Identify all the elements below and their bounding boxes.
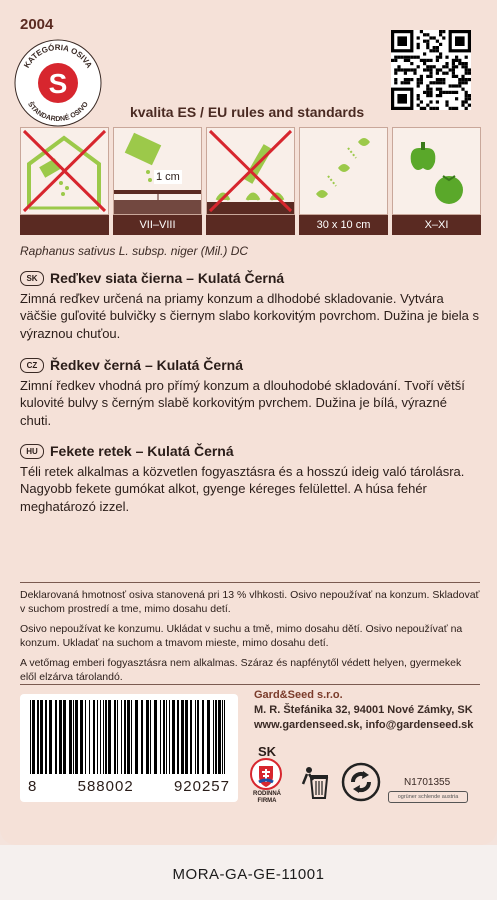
barcode-bar <box>37 700 39 774</box>
storage-notes <box>20 588 480 690</box>
barcode-bar <box>172 700 175 774</box>
recycling-icon <box>341 762 381 802</box>
barcode-digit-group: 920257 <box>173 778 230 795</box>
barcode-bar <box>154 700 157 774</box>
barcode-bar <box>55 700 57 774</box>
barcode-bar <box>181 700 184 774</box>
note-paragraph: Deklarovaná hmotnosť osiva stanovená pri 13 % vlhkosti. Osivo nepoužívať na konzum. Skladovať v suchom prostredí a tme, mimo dosahu detí. <box>20 589 480 615</box>
barcode-bar <box>114 700 116 774</box>
icon-label-4: 30 x 10 cm <box>299 215 388 235</box>
barcode-number <box>20 778 238 795</box>
seed-category-seal <box>13 38 103 128</box>
note-paragraph: A vetőmag emberi fogyasztásra nem alkalmas. Száraz és napfénytől védett helyen, gyermekek elől elzárva tárolandó. <box>20 657 462 683</box>
barcode-bar <box>30 700 31 774</box>
quality-standard: kvalita ES / EU rules and standards <box>130 104 365 120</box>
registration-number: N1701355 <box>404 777 451 788</box>
barcode-bar <box>224 700 225 774</box>
family-firm-caption: RODINNÁ FIRMA <box>253 791 281 804</box>
barcode-bar <box>59 700 62 774</box>
spacing-icon <box>299 127 388 215</box>
barcode-bar <box>135 700 138 774</box>
barcode-bar <box>80 700 83 774</box>
barcode-digit-group: 8 <box>28 778 38 795</box>
sowing-depth-label: 1 cm <box>156 171 180 183</box>
barcode-bar <box>105 700 107 774</box>
barcode-bar <box>166 700 167 774</box>
barcode-bar <box>127 700 130 774</box>
barcode-bar <box>177 700 179 774</box>
icon-label-3 <box>206 215 295 235</box>
language-badge: CZ <box>20 358 44 373</box>
barcode-bar <box>32 700 35 774</box>
barcode-bar <box>117 700 118 774</box>
barcode-bar <box>207 700 210 774</box>
barcode-bar <box>169 700 170 774</box>
sk-label: SK <box>258 744 277 759</box>
language-section-cz <box>20 357 480 429</box>
section-text: Zimní ředkev vhodná pro přímý konzum a dlouhodobé skladování. Tvoří větší kulovité bulvy s černým slabě korkovitým pvrchem. Dužina je bílá, výrazné chuti. <box>20 377 465 428</box>
barcode-bar <box>73 700 74 774</box>
language-section-hu <box>20 443 480 515</box>
divider <box>20 582 480 583</box>
barcode-bar <box>141 700 143 774</box>
barcode-bar <box>222 700 223 774</box>
barcode-digit-group: 588002 <box>77 778 134 795</box>
icon-label-1 <box>20 215 109 235</box>
language-section-sk <box>20 270 480 342</box>
barcode-bar <box>190 700 192 774</box>
barcode-bar <box>163 700 165 774</box>
cultivation-icons <box>20 127 480 237</box>
company-info <box>254 688 473 733</box>
barcode-bar <box>218 700 221 774</box>
batch-number: 2004 <box>20 16 54 33</box>
barcode-bar <box>93 700 95 774</box>
qr-code-icon[interactable] <box>391 30 471 110</box>
seal-top-text: KATEGÓRIA OSIVA <box>22 42 94 70</box>
not-recommended-cross-icon <box>206 127 295 215</box>
barcode-bar <box>100 700 101 774</box>
icon-label-2: VII–VIII <box>113 215 202 235</box>
section-text: Zimná reďkev určená na priamy konzum a dlhodobé skladovanie. Vytvára väčšie guľovité bulvičky s čiernym slabo korkovitým povrchom. Dužina je biela s výraznou chuťou. <box>20 290 479 341</box>
section-title: Fekete retek – Kulatá Černá <box>50 443 234 459</box>
language-badge: SK <box>20 271 44 286</box>
barcode-bar <box>45 700 47 774</box>
icon-label-5: X–XI <box>392 215 481 235</box>
product-code: MORA-GA-GE-11001 <box>172 866 325 883</box>
barcode-bars <box>26 700 232 778</box>
sowing-depth-icon <box>113 127 202 215</box>
barcode <box>20 694 238 802</box>
section-title: Reďkev siata čierna – Kulatá Černá <box>50 270 285 286</box>
barcode-bar <box>49 700 52 774</box>
barcode-bar <box>195 700 196 774</box>
barcode-bar <box>85 700 86 774</box>
barcode-bar <box>89 700 90 774</box>
barcode-bar <box>150 700 151 774</box>
barcode-bar <box>124 700 126 774</box>
company-address: M. R. Štefánika 32, 94001 Nové Zámky, SK <box>254 704 473 716</box>
barcode-bar <box>185 700 188 774</box>
eco-label: ogrüner schlende austria <box>388 791 468 803</box>
divider <box>20 684 480 685</box>
barcode-bar <box>75 700 78 774</box>
barcode-bar <box>160 700 161 774</box>
latin-name: Raphanus sativus L. subsp. niger (Mil.) DC <box>20 244 249 258</box>
note-paragraph: Osivo nepoužívat ke konzumu. Ukládat v suchu a tmě, mimo dosahu dětí. Osivo nepoužívať na konzum. Ukladať na suchom a tmavom mieste, mimo dosahu detí. <box>20 623 463 649</box>
seal-bottom-text: ŠTANDARDNÉ OSIVO <box>26 100 90 124</box>
barcode-bar <box>103 700 104 774</box>
barcode-bar <box>146 700 149 774</box>
barcode-bar <box>69 700 72 774</box>
harvest-icon <box>392 127 481 215</box>
section-title: Ředkev černá – Kulatá Černá <box>50 357 243 373</box>
section-text: Téli retek alkalmas a közvetlen fogyasztásra és a hosszú ideig való tárolásra. Nagyobb fekete gumókat alkot, gyenge kéreges felülettel. A húsa fehér meghatározó izzel. <box>20 463 465 514</box>
not-recommended-cross-icon <box>20 127 109 215</box>
barcode-bar <box>197 700 199 774</box>
slovak-emblem-icon <box>250 758 282 790</box>
language-badge: HU <box>20 444 44 459</box>
company-contact: www.gardenseed.sk, info@gardenseed.sk <box>254 719 474 731</box>
barcode-bar <box>202 700 204 774</box>
barcode-bar <box>121 700 122 774</box>
company-name: Gard&Seed s.r.o. <box>254 689 343 701</box>
barcode-bar <box>108 700 111 774</box>
trash-bin-icon <box>295 764 333 802</box>
barcode-bar <box>215 700 217 774</box>
barcode-bar <box>40 700 43 774</box>
barcode-bar <box>97 700 98 774</box>
barcode-bar <box>63 700 66 774</box>
barcode-bar <box>213 700 214 774</box>
seal-letter: S <box>48 68 68 99</box>
barcode-bar <box>131 700 132 774</box>
